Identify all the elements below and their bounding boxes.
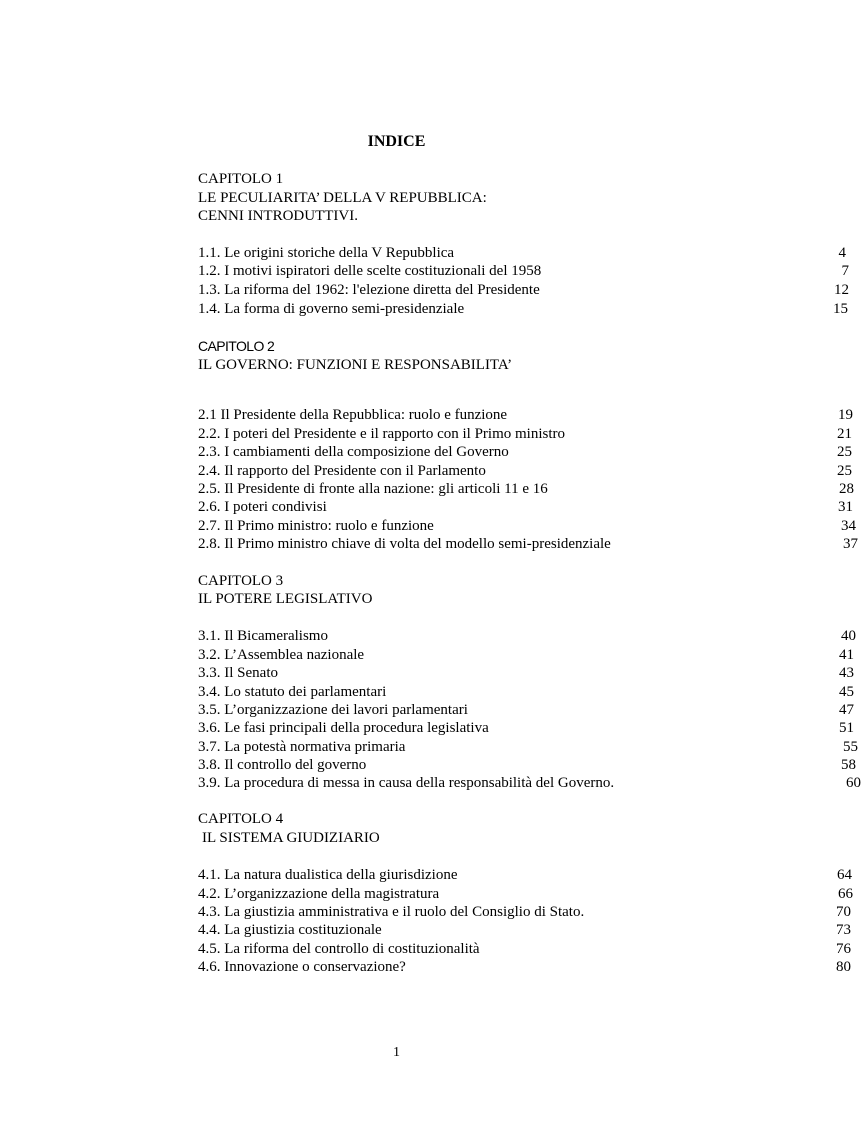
toc-entry-text: 4.3. La giustizia amministrativa e il ruolo del Consiglio di Stato.	[198, 904, 585, 920]
toc-entry-text: 2.2. I poteri del Presidente e il rapporto con il Primo ministro	[198, 426, 566, 442]
toc-entry-text: 3.8. Il controllo del governo	[198, 757, 367, 773]
toc-entry-page: 66	[838, 886, 853, 902]
toc-entry-page: 45	[839, 684, 854, 700]
chapter-4-label: CAPITOLO 4	[198, 811, 284, 827]
toc-entry	[198, 646, 854, 664]
page-title: INDICE	[367, 133, 426, 150]
toc-entry	[198, 738, 858, 756]
toc-entry	[198, 683, 854, 701]
toc-entry-text: 2.7. Il Primo ministro: ruolo e funzione	[198, 518, 434, 534]
chapter-2-heading: IL GOVERNO: FUNZIONI E RESPONSABILITA’	[198, 357, 513, 373]
toc-entry-page: 21	[837, 426, 852, 442]
toc-entry-text: 1.3. La riforma del 1962: l'elezione diretta del Presidente	[198, 282, 540, 298]
toc-entry-page: 70	[836, 904, 851, 920]
toc-entry-page: 51	[839, 720, 854, 736]
toc-entry-text: 3.5. L’organizzazione dei lavori parlamentari	[198, 702, 468, 718]
toc-entry	[198, 498, 853, 516]
toc-entry-text: 4.2. L’organizzazione della magistratura	[198, 886, 440, 902]
toc-entry	[198, 921, 851, 939]
toc-entry-page: 60	[846, 775, 861, 791]
toc-entry-page: 25	[837, 463, 852, 479]
toc-entry-text: 3.9. La procedura di messa in causa della responsabilità del Governo.	[198, 775, 615, 791]
toc-entry-page: 43	[839, 665, 854, 681]
toc-entry-page: 7	[841, 263, 849, 279]
toc-entry-text: 4.4. La giustizia costituzionale	[198, 922, 382, 938]
toc-entry-page: 64	[837, 867, 852, 883]
chapter-3-label: CAPITOLO 3	[198, 573, 284, 589]
toc-entry	[198, 443, 852, 461]
chapter-4-heading: IL SISTEMA GIUDIZIARIO	[202, 830, 380, 846]
toc-entry-text: 3.6. Le fasi principali della procedura legislativa	[198, 720, 489, 736]
toc-entry-text: 1.2. I motivi ispiratori delle scelte costituzionali del 1958	[198, 263, 542, 279]
toc-entry-page: 73	[836, 922, 851, 938]
toc-entry-page: 34	[841, 518, 856, 534]
toc-entry-page: 28	[839, 481, 854, 497]
toc-entry-text: 4.6. Innovazione o conservazione?	[198, 959, 406, 975]
toc-entry	[198, 406, 853, 424]
toc-entry	[198, 480, 854, 498]
toc-entry-text: 3.7. La potestà normativa primaria	[198, 739, 406, 755]
toc-entry-page: 37	[843, 536, 858, 552]
chapter-1-heading-line-2: CENNI INTRODUTTIVI.	[198, 208, 358, 224]
toc-entry	[198, 701, 854, 719]
toc-entry-page: 76	[836, 941, 851, 957]
toc-entry	[198, 866, 852, 884]
toc-entry-page: 40	[841, 628, 856, 644]
chapter-2-label: CAPITOLO 2	[198, 338, 275, 354]
toc-entry	[198, 903, 851, 921]
toc-entry-text: 3.3. Il Senato	[198, 665, 278, 681]
toc-entry-page: 12	[834, 282, 849, 298]
toc-entry	[198, 462, 852, 480]
toc-entry-text: 1.4. La forma di governo semi-presidenziale	[198, 301, 465, 317]
toc-entry	[198, 517, 856, 535]
toc-entry-page: 15	[833, 301, 848, 317]
toc-entry-page: 41	[839, 647, 854, 663]
toc-entry-text: 3.1. Il Bicameralismo	[198, 628, 328, 644]
toc-entry-text: 2.3. I cambiamenti della composizione del Governo	[198, 444, 509, 460]
toc-entry-page: 25	[837, 444, 852, 460]
toc-entry-text: 2.1 Il Presidente della Repubblica: ruolo e funzione	[198, 407, 508, 423]
page-number: 1	[393, 1045, 400, 1060]
toc-entry-text: 2.6. I poteri condivisi	[198, 499, 327, 515]
toc-entry	[198, 425, 852, 443]
chapter-3-heading: IL POTERE LEGISLATIVO	[198, 591, 373, 607]
chapter-1-label: CAPITOLO 1	[198, 171, 284, 187]
toc-entry	[198, 756, 856, 774]
toc-entry	[198, 958, 851, 976]
toc-entry	[198, 940, 851, 958]
toc-entry-page: 55	[843, 739, 858, 755]
toc-entry-text: 2.5. Il Presidente di fronte alla nazione: gli articoli 11 e 16	[198, 481, 548, 497]
toc-entry	[198, 664, 854, 682]
toc-entry-page: 47	[839, 702, 854, 718]
toc-entry	[198, 300, 848, 318]
toc-entry	[198, 885, 853, 903]
toc-entry-page: 80	[836, 959, 851, 975]
toc-entry-page: 19	[838, 407, 853, 423]
chapter-1-heading-line-1: LE PECULIARITA’ DELLA V REPUBBLICA:	[198, 190, 487, 206]
toc-entry-page: 4	[838, 245, 846, 261]
toc-entry	[198, 262, 849, 280]
toc-entry-text: 3.4. Lo statuto dei parlamentari	[198, 684, 387, 700]
toc-entry-text: 4.5. La riforma del controllo di costituzionalità	[198, 941, 480, 957]
toc-entry-text: 3.2. L’Assemblea nazionale	[198, 647, 365, 663]
toc-entry	[198, 774, 861, 792]
toc-entry-text: 2.8. Il Primo ministro chiave di volta del modello semi-presidenziale	[198, 536, 611, 552]
toc-entry	[198, 719, 854, 737]
toc-entry-text: 2.4. Il rapporto del Presidente con il Parlamento	[198, 463, 486, 479]
toc-entry-page: 31	[838, 499, 853, 515]
toc-entry-page: 58	[841, 757, 856, 773]
toc-entry	[198, 535, 858, 553]
toc-entry-text: 1.1. Le origini storiche della V Repubblica	[198, 245, 455, 261]
toc-entry	[198, 281, 849, 299]
toc-entry	[198, 627, 856, 645]
toc-entry-text: 4.1. La natura dualistica della giurisdizione	[198, 867, 458, 883]
toc-entry	[198, 244, 846, 262]
